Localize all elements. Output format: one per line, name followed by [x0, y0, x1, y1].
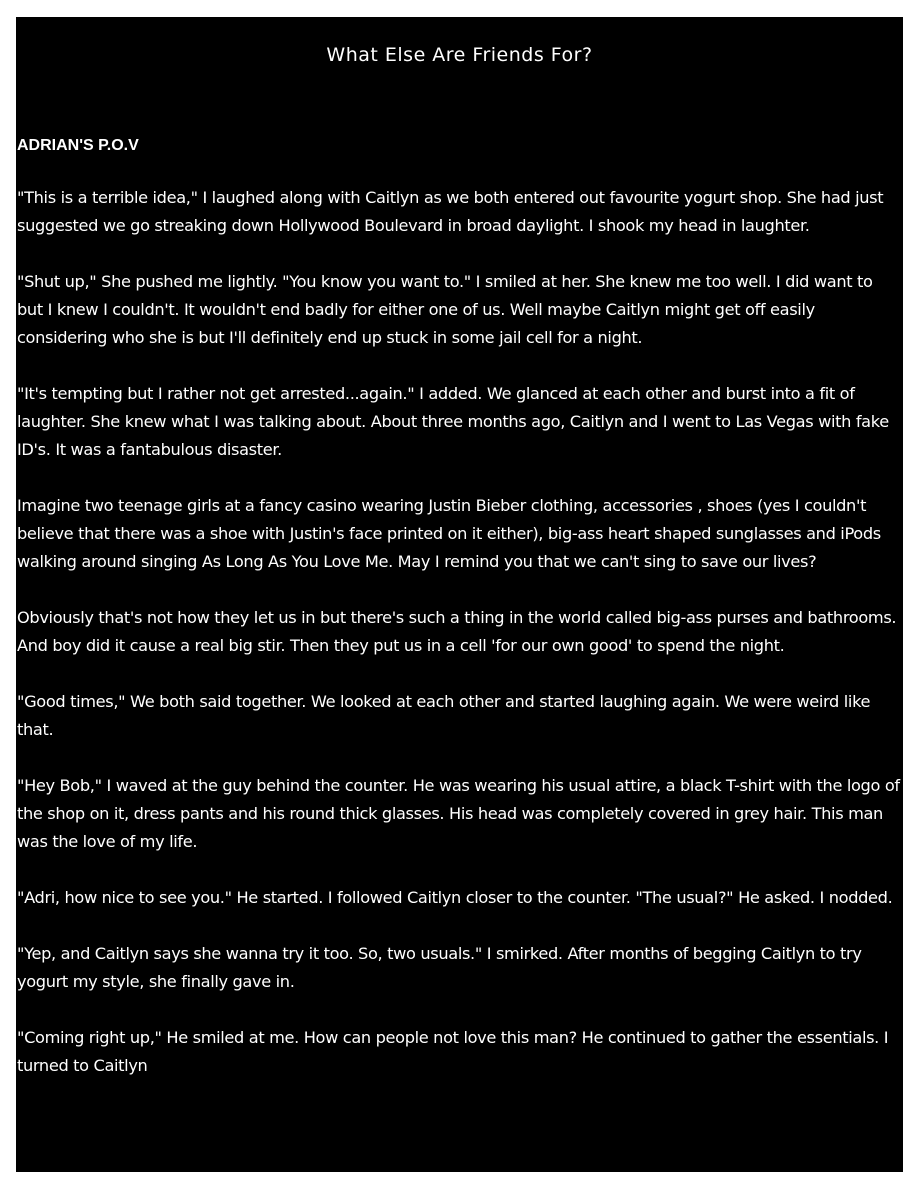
story-paragraph: "Hey Bob," I waved at the guy behind the counter. He was wearing his usual attire, a black T-shirt with the logo of the shop on it, dress pants and his round thick glasses. His head was completely covered in grey hair. This man was the love of my life.: [17, 776, 900, 851]
story-body: [17, 184, 901, 1108]
story-paragraph: "Yep, and Caitlyn says she wanna try it too. So, two usuals." I smirked. After months of begging Caitlyn to try yogurt my style, she finally gave in.: [17, 944, 862, 991]
story-paragraph: "Shut up," She pushed me lightly. "You know you want to." I smiled at her. She knew me too well. I did want to but I knew I couldn't. It wouldn't end badly for either one of us. Well maybe Caitlyn might get off easily considering who she is but I'll definitely end up stuck in some jail cell for a night.: [17, 272, 873, 347]
story-paragraph: Imagine two teenage girls at a fancy casino wearing Justin Bieber clothing, accessories , shoes (yes I couldn't believe that there was a shoe with Justin's face printed on it either), big-ass heart shaped sunglasses and iPods walking around singing As Long As You Love Me. May I remind you that we can't sing to save our lives?: [17, 496, 881, 571]
document-title: What Else Are Friends For?: [326, 44, 593, 66]
story-paragraph: "It's tempting but I rather not get arrested...again." I added. We glanced at each other and burst into a fit of laughter. She knew what I was talking about. About three months ago, Caitlyn and I went to Las Vegas with fake ID's. It was a fantabulous disaster.: [17, 384, 889, 459]
story-paragraph: "Coming right up," He smiled at me. How can people not love this man? He continued to gather the essentials. I turned to Caitlyn: [17, 1028, 889, 1075]
story-paragraph: "This is a terrible idea," I laughed along with Caitlyn as we both entered out favourite yogurt shop. She had just suggested we go streaking down Hollywood Boulevard in broad daylight. I shook my head in laughter.: [17, 188, 884, 235]
document-page: [16, 17, 903, 1172]
story-paragraph: "Adri, how nice to see you." He started. I followed Caitlyn closer to the counter. "The usual?" He asked. I nodded.: [17, 888, 893, 907]
story-paragraph: Obviously that's not how they let us in but there's such a thing in the world called big-ass purses and bathrooms. And boy did it cause a real big stir. Then they put us in a cell 'for our own good' to spend the night.: [17, 608, 897, 655]
story-paragraph: "Good times," We both said together. We looked at each other and started laughing again. We were weird like that.: [17, 692, 871, 739]
pov-heading: ADRIAN'S P.O.V: [17, 137, 139, 154]
